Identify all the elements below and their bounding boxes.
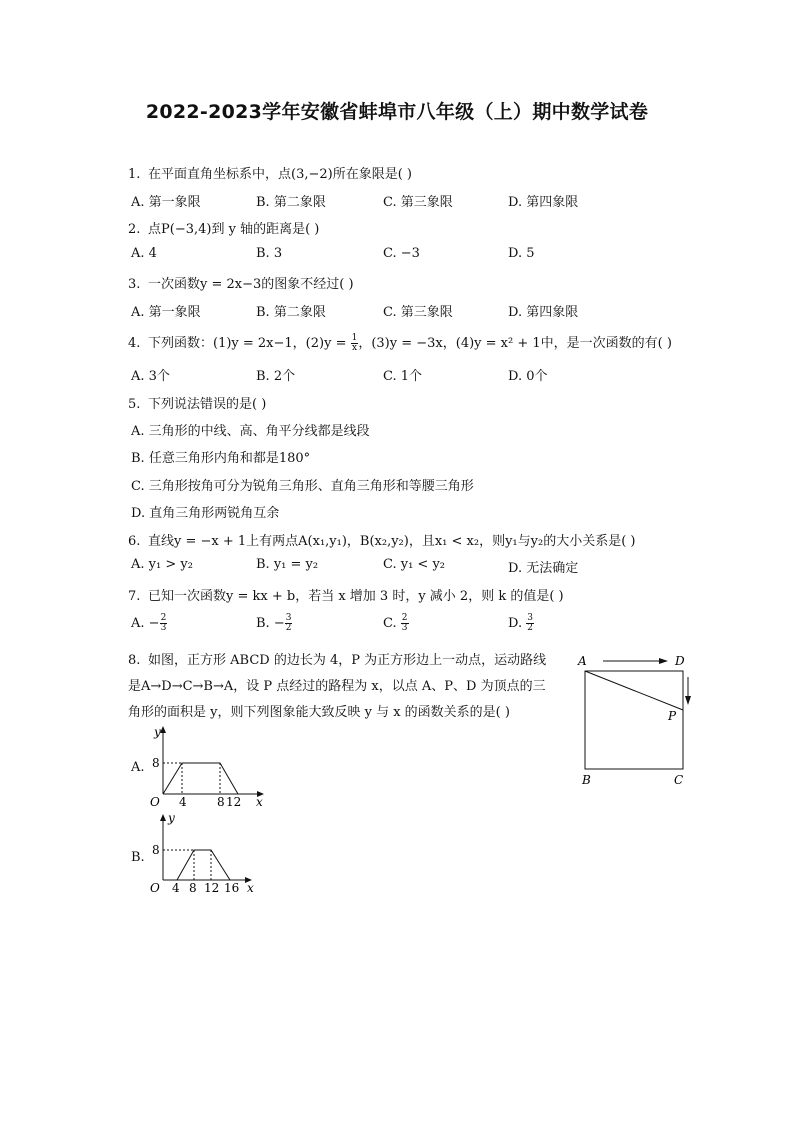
question-stem-cont: ，(3)y = −3x，(4)y = x² + 1中，是一次函数的有( ) — [358, 336, 672, 351]
option-a[interactable]: A. 3个 — [131, 369, 170, 384]
option-a[interactable]: A. 4 — [131, 246, 157, 261]
y-label: y — [154, 725, 161, 739]
option-b[interactable]: B. 第二象限 — [256, 305, 326, 320]
option-d[interactable]: D. 无法确定 — [508, 561, 579, 576]
x-label: x — [247, 881, 254, 895]
label-c: C — [674, 773, 684, 787]
segment-ap — [585, 671, 683, 710]
question-number: 8. — [128, 653, 141, 668]
option-c[interactable]: C. 1个 — [383, 369, 423, 384]
label-p: P — [668, 709, 677, 723]
option-b-label[interactable]: B. — [131, 850, 145, 865]
question-number: 1. — [128, 167, 141, 182]
option-c[interactable]: C. −3 — [383, 246, 420, 261]
y-axis-arrow — [160, 814, 166, 821]
question-stem: 已知一次函数y = kx + b，若当 x 增加 3 时，y 减小 2，则 k 的值是( ) — [148, 589, 564, 604]
x-tick-16: 16 — [224, 881, 240, 895]
option-b[interactable]: B. 第二象限 — [256, 195, 326, 210]
option-d[interactable]: D. 直角三角形两锐角互余 — [131, 506, 280, 521]
question-2 — [128, 218, 319, 237]
question-number: 2. — [128, 222, 141, 237]
question-8-line-2: 是A→D→C→B→A，设 P 点经过的路程为 x，以点 A、P、D 为顶点的三 — [128, 679, 546, 694]
question-number: 3. — [128, 277, 141, 292]
option-a[interactable]: A. 第一象限 — [131, 195, 201, 210]
option-c[interactable]: C. $\frac{2}{3}$ — [383, 613, 408, 633]
x-tick-12: 12 — [204, 881, 220, 895]
question-stem: 下列函数：(1)y = 2x−1，(2)y = — [148, 336, 351, 351]
option-a[interactable]: A. 第一象限 — [131, 305, 201, 320]
option-d[interactable]: D. 第四象限 — [508, 195, 579, 210]
question-7 — [128, 585, 564, 604]
option-c[interactable]: C. y₁ < y₂ — [383, 557, 446, 572]
question-6 — [128, 530, 635, 549]
question-stem: 一次函数y = 2x−3的图象不经过( ) — [148, 277, 354, 292]
option-d[interactable]: D. 第四象限 — [508, 305, 579, 320]
option-d[interactable]: D. 0个 — [508, 369, 548, 384]
y-tick-8: 8 — [152, 843, 160, 857]
question-stem: 直线y = −x + 1上有两点A(x₁,y₁)，B(x₂,y₂)，且x₁ < x₂，则y₁与y₂的大小关系是( ) — [148, 534, 636, 549]
y-axis-arrow — [160, 726, 166, 733]
option-a[interactable]: A. − $\frac{2}{3}$ — [131, 613, 167, 633]
question-4 — [128, 332, 672, 353]
fraction: $\frac{2}{3}$ — [160, 613, 167, 633]
x-tick-4: 4 — [179, 795, 187, 809]
graph-option-b[interactable] — [148, 810, 263, 896]
question-8-line-1: 8. 如图，正方形 ABCD 的边长为 4，P 为正方形边上一动点，运动路线 — [128, 648, 573, 674]
question-8 — [128, 648, 573, 726]
function-line — [163, 763, 238, 794]
x-tick-12: 12 — [226, 795, 242, 809]
option-d[interactable]: D. $\frac{3}{2}$ — [508, 613, 533, 633]
question-1 — [128, 163, 412, 182]
option-a-label[interactable]: A. — [131, 760, 145, 775]
x-tick-8: 8 — [189, 881, 197, 895]
option-d[interactable]: D. 5 — [508, 246, 535, 261]
question-number: 4. — [128, 336, 141, 351]
question-3 — [128, 273, 354, 292]
x-tick-8: 8 — [217, 795, 225, 809]
x-tick-4: 4 — [172, 881, 180, 895]
question-stem: 在平面直角坐标系中，点(3,−2)所在象限是( ) — [148, 167, 412, 182]
question-number: 6. — [128, 534, 141, 549]
x-label: x — [256, 795, 263, 809]
option-b[interactable]: B. 任意三角形内角和都是180° — [131, 451, 311, 466]
page-title: 2022-2023学年安徽省蚌埠市八年级（上）期中数学试卷 — [145, 101, 649, 123]
square-figure — [575, 650, 695, 790]
arrow-head-down — [685, 696, 691, 705]
question-8-line-3: 角形的面积是 y，则下列图象能大致反映 y 与 x 的函数关系的是( ) — [128, 705, 510, 720]
option-c[interactable]: C. 第三象限 — [383, 195, 453, 210]
option-b[interactable]: B. 3 — [256, 246, 283, 261]
option-b[interactable]: B. y₁ = y₂ — [256, 557, 319, 572]
function-line — [177, 850, 230, 880]
option-c[interactable]: C. 第三象限 — [383, 305, 453, 320]
option-a[interactable]: A. 三角形的中线、高、角平分线都是线段 — [131, 424, 370, 439]
fraction: $\frac{3}{2}$ — [527, 613, 533, 633]
label-d: D — [675, 654, 685, 668]
origin-label: O — [150, 881, 160, 895]
option-b[interactable]: B. 2个 — [256, 369, 296, 384]
origin-label: O — [150, 795, 160, 809]
graph-option-a[interactable] — [148, 724, 273, 810]
y-label: y — [168, 811, 175, 825]
question-number: 7. — [128, 589, 141, 604]
label-a: A — [578, 654, 587, 668]
question-number: 5. — [128, 397, 141, 412]
fraction: $\frac{1}{x}$ — [351, 333, 358, 353]
question-5 — [128, 393, 266, 412]
option-a[interactable]: A. y₁ > y₂ — [131, 557, 193, 572]
question-stem: 下列说法错误的是( ) — [148, 397, 267, 412]
y-tick-8: 8 — [152, 756, 160, 770]
label-b: B — [582, 773, 591, 787]
question-stem: 点P(−3,4)到 y 轴的距离是( ) — [148, 222, 320, 237]
fraction: $\frac{3}{2}$ — [285, 613, 292, 633]
fraction: $\frac{2}{3}$ — [401, 613, 408, 633]
option-c[interactable]: C. 三角形按角可分为锐角三角形、直角三角形和等腰三角形 — [131, 479, 474, 494]
option-b[interactable]: B. − $\frac{3}{2}$ — [256, 613, 292, 633]
arrow-head-right — [659, 658, 668, 664]
